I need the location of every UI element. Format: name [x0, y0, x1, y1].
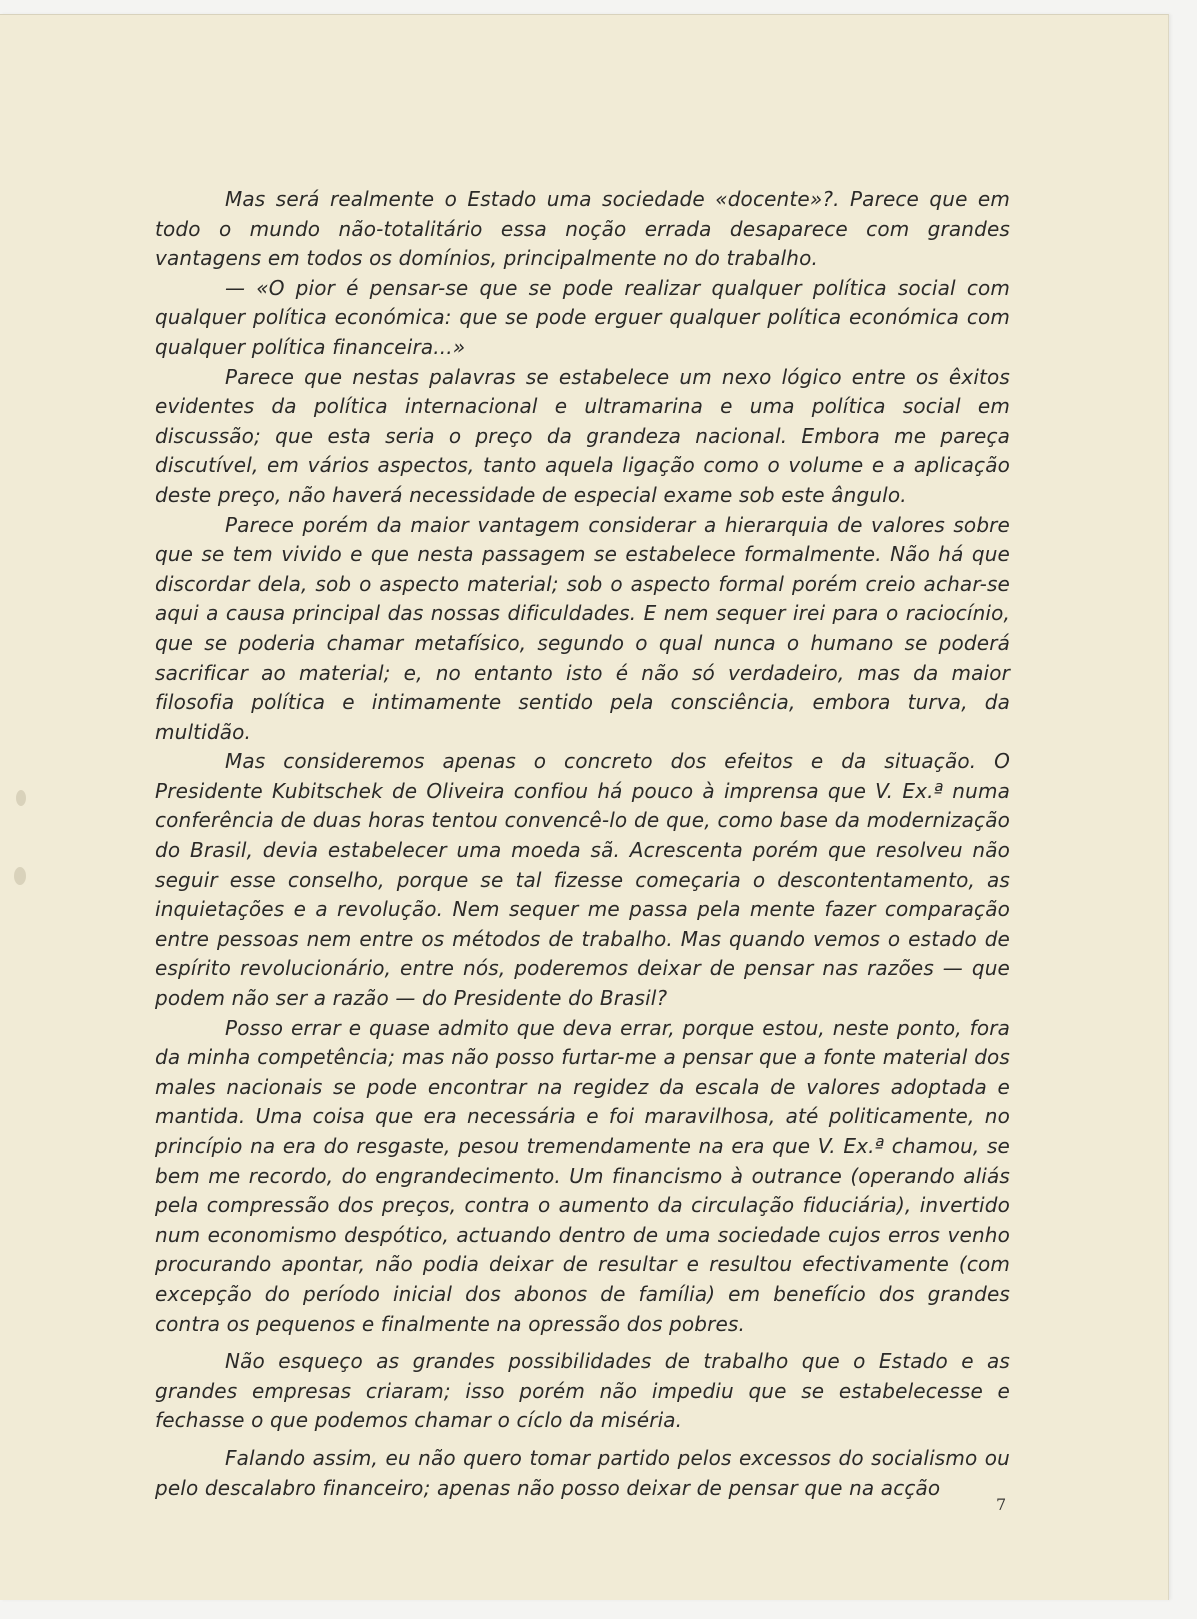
punch-hole-top — [16, 790, 26, 806]
paragraph-6: Posso errar e quase admito que deva errar, porque estou, neste ponto, fora da minha competência; mas não posso furtar-me a pensar que a fonte material dos males nacionais se pode encontrar na regidez da escala de valores adoptada e mantida. Uma coisa que era necessária e foi maravilhosa, até politicamente, no princípio na era do resgaste, pesou tremendamente na era que V. Ex.ª chamou, se bem me recordo, do engrandecimento. Um financismo à outrance (operando aliás pela compressão dos preços, contra o aumento da circulação fiduciária), invertido num economismo despótico, actuando dentro de uma sociedade cujos erros venho procurando apontar, não podia deixar de resultar e resultou efectivamente (com excepção do período inicial dos abonos de família) em benefício dos grandes contra os pequenos e finalmente na opressão dos pobres. — [155, 1015, 1010, 1336]
paragraph-7: Não esqueço as grandes possibilidades de trabalho que o Estado e as grandes empresas criaram; isso porém não impediu que se estabelecesse e fechasse o que podemos chamar o cíclo da miséria. — [155, 1349, 1010, 1433]
paragraph-4: Parece porém da maior vantagem considerar a hierarquia de valores sobre que se tem vivido e que nesta passagem se estabelece formalmente. Não há que discordar dela, sob o aspecto material; sob o aspecto formal porém creio achar-se aqui a causa principal das nossas dificuldades. E nem sequer irei para o raciocínio, que se poderia chamar metafísico, segundo o qual nunca o humano se poderá sacrificar ao material; e, no entanto isto é não só verdadeiro, mas da maior filosofia política e intimamente sentido pela consciência, embora turva, da multidão. — [155, 512, 1010, 744]
punch-hole-bottom — [14, 867, 26, 885]
body-text — [155, 185, 1010, 1503]
paragraph-1: Mas será realmente o Estado uma sociedade «docente»?. Parece que em todo o mundo não-totalitário essa noção errada desaparece com grandes vantagens em todos os domínios, principalmente no do trabalho. — [155, 187, 1010, 271]
paragraph-8: Falando assim, eu não quero tomar partido pelos excessos do socialismo ou pelo descalabro financeiro; apenas não posso deixar de pensar que na acção — [155, 1445, 1010, 1500]
page-number: 7 — [996, 1495, 1007, 1514]
paragraph-2: — «O pior é pensar-se que se pode realizar qualquer política social com qualquer política económica: que se pode erguer qualquer política económica com qualquer política financeira...» — [155, 275, 1010, 359]
paragraph-5: Mas consideremos apenas o concreto dos efeitos e da situação. O Presidente Kubitschek de Oliveira confiou há pouco à imprensa que V. Ex.ª numa conferência de duas horas tentou convencê-lo de que, como base da modernização do Brasil, devia estabelecer uma moeda sã. Acrescenta porém que resolveu não seguir esse conselho, porque se tal fizesse começaria o descontentamento, as inquietações e a revolução. Nem sequer me passa pela mente fazer comparação entre pessoas nem entre os métodos de trabalho. Mas quando vemos o estado de espírito revolucionário, entre nós, poderemos deixar de pensar nas razões — que podem não ser a razão — do Presidente do Brasil? — [155, 749, 1010, 1011]
paragraph-3: Parece que nestas palavras se estabelece um nexo lógico entre os êxitos evidentes da política internacional e ultramarina e uma política social em discussão; que esta seria o preço da grandeza nacional. Embora me pareça discutível, em vários aspectos, tanto aquela ligação como o volume e a aplicação deste preço, não haverá necessidade de especial exame sob este ângulo. — [155, 364, 1010, 507]
document-page — [0, 14, 1169, 1600]
